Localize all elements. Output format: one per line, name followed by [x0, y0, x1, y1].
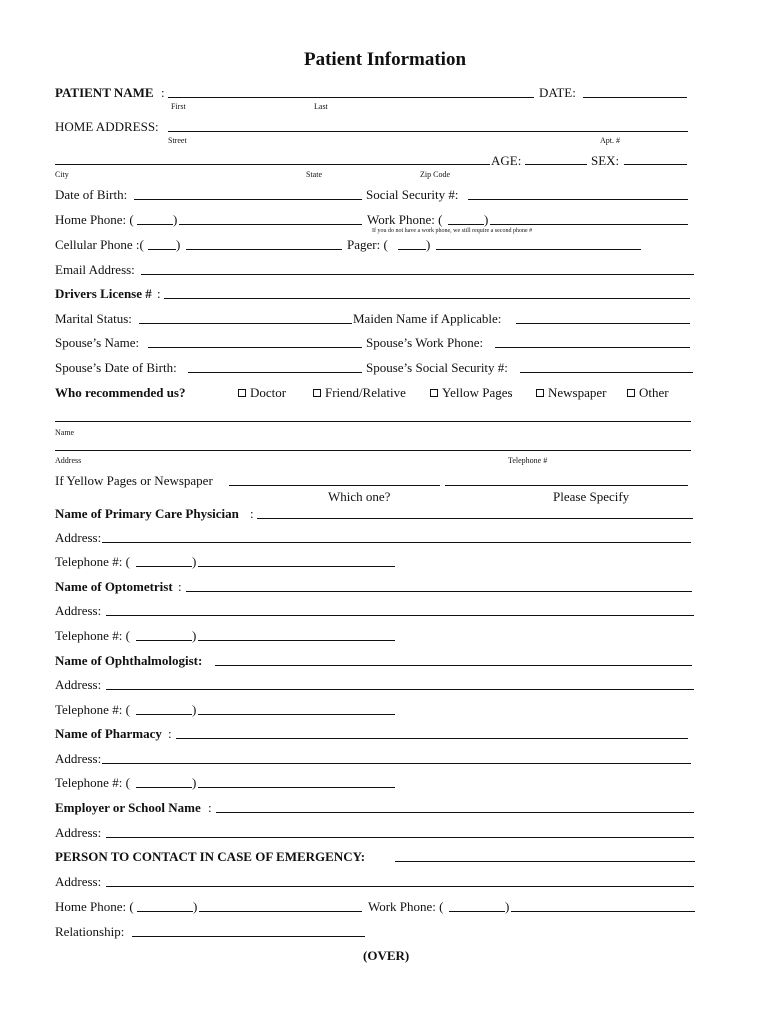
ssn-label: Social Security #:	[366, 187, 459, 202]
option-newspaper-label: Newspaper	[548, 385, 607, 400]
optometrist-paren: )	[192, 628, 197, 643]
pager-paren: )	[426, 237, 431, 252]
date-label: DATE:	[539, 85, 576, 100]
home-phone-paren: )	[173, 212, 178, 227]
dob-label: Date of Birth:	[55, 187, 128, 202]
street-caption: Street	[168, 136, 187, 145]
work-phone-label: Work Phone: (	[367, 212, 443, 227]
optometrist-label: Name of Optometrist	[55, 579, 173, 594]
which-one-field[interactable]	[229, 485, 440, 486]
pharmacy-address-label: Address:	[55, 751, 102, 766]
pcp-paren: )	[192, 554, 197, 569]
spouse-name-label: Spouse’s Name:	[55, 335, 140, 350]
recommender-address-field[interactable]	[55, 450, 691, 451]
first-name-caption: First	[171, 102, 186, 111]
city-state-zip-field[interactable]	[55, 164, 490, 165]
license-field[interactable]	[164, 298, 690, 299]
pager-area-field[interactable]	[398, 249, 426, 250]
home-phone-area-field[interactable]	[137, 224, 173, 225]
state-caption: State	[306, 170, 322, 179]
age-field[interactable]	[525, 164, 587, 165]
emergency-home-phone-label: Home Phone: (	[55, 899, 134, 914]
marital-label: Marital Status:	[55, 311, 132, 326]
pharmacy-address-field[interactable]	[102, 763, 691, 764]
maiden-field[interactable]	[516, 323, 690, 324]
pcp-label: Name of Primary Care Physician	[55, 506, 239, 521]
yellow-pages-label: If Yellow Pages or Newspaper	[55, 473, 213, 488]
option-yellow-pages[interactable]	[430, 385, 513, 400]
spouse-work-label: Spouse’s Work Phone:	[366, 335, 484, 350]
spouse-dob-field[interactable]	[188, 372, 362, 373]
work-phone-paren: )	[484, 212, 489, 227]
last-name-caption: Last	[314, 102, 328, 111]
over-footer: (OVER)	[363, 948, 410, 963]
doctor-checkbox[interactable]	[238, 389, 246, 397]
patient-name-field[interactable]	[168, 97, 534, 98]
emergency-label: PERSON TO CONTACT IN CASE OF EMERGENCY:	[55, 849, 366, 864]
ssn-field[interactable]	[468, 199, 688, 200]
emergency-work-phone-label: Work Phone: (	[368, 899, 444, 914]
ophthalmologist-paren: )	[192, 702, 197, 717]
work-phone-field[interactable]	[490, 224, 688, 225]
pager-label: Pager: (	[347, 237, 388, 252]
option-doctor-label: Doctor	[250, 385, 287, 400]
recommender-address-caption: Address	[55, 456, 82, 465]
option-doctor[interactable]	[238, 385, 286, 400]
email-field[interactable]	[141, 274, 694, 275]
option-newspaper[interactable]	[536, 385, 606, 400]
cell-phone-field[interactable]	[186, 249, 342, 250]
newspaper-checkbox[interactable]	[536, 389, 544, 397]
work-phone-area-field[interactable]	[448, 224, 484, 225]
employer-field[interactable]	[216, 812, 694, 813]
pcp-telephone-field[interactable]	[198, 566, 395, 567]
option-other-label: Other	[639, 385, 669, 400]
spouse-work-field[interactable]	[495, 347, 690, 348]
page-title: Patient Information	[304, 49, 467, 70]
employer-address-label: Address:	[55, 825, 102, 840]
emergency-contact-field[interactable]	[395, 861, 695, 862]
which-one-caption: Which one?	[328, 489, 391, 504]
date-field[interactable]	[583, 97, 687, 98]
emergency-home-phone-field[interactable]	[199, 911, 362, 912]
pcp-address-field[interactable]	[102, 542, 691, 543]
pharmacy-label: Name of Pharmacy	[55, 726, 162, 741]
option-other[interactable]	[627, 385, 669, 400]
option-friend-relative-label: Friend/Relative	[325, 385, 406, 400]
ophthalmologist-address-label: Address:	[55, 677, 102, 692]
emergency-address-field[interactable]	[106, 886, 694, 887]
recommended-label: Who recommended us?	[55, 385, 186, 400]
home-address-label: HOME ADDRESS:	[55, 119, 159, 134]
license-label: Drivers License #	[55, 286, 152, 301]
cell-phone-label: Cellular Phone :(	[55, 237, 144, 252]
email-label: Email Address:	[55, 262, 135, 277]
pcp-field[interactable]	[257, 518, 693, 519]
pharmacy-colon: :	[168, 726, 172, 741]
city-caption: City	[55, 170, 69, 179]
dob-field[interactable]	[134, 199, 362, 200]
spouse-name-field[interactable]	[148, 347, 362, 348]
option-yellow-pages-label: Yellow Pages	[442, 385, 513, 400]
apt-caption: Apt. #	[600, 136, 620, 145]
emergency-home-paren: )	[193, 899, 198, 914]
recommender-telephone-caption: Telephone #	[508, 456, 548, 465]
patient-name-colon: :	[161, 85, 165, 100]
option-friend-relative[interactable]	[313, 385, 406, 400]
relationship-label: Relationship:	[55, 924, 125, 939]
sex-label: SEX:	[591, 153, 620, 168]
maiden-label: Maiden Name if Applicable:	[353, 311, 502, 326]
optometrist-telephone-label: Telephone #: (	[55, 628, 130, 643]
please-specify-field[interactable]	[445, 485, 688, 486]
other-checkbox[interactable]	[627, 389, 635, 397]
optometrist-address-field[interactable]	[106, 615, 694, 616]
pcp-telephone-label: Telephone #: (	[55, 554, 130, 569]
employer-address-field[interactable]	[106, 837, 694, 838]
license-colon: :	[157, 286, 161, 301]
optometrist-colon: :	[178, 579, 182, 594]
spouse-dob-label: Spouse’s Date of Birth:	[55, 360, 177, 375]
optometrist-area-field[interactable]	[136, 640, 192, 641]
ophthalmologist-area-field[interactable]	[136, 714, 192, 715]
pharmacy-field[interactable]	[176, 738, 688, 739]
pager-field[interactable]	[436, 249, 641, 250]
sex-field[interactable]	[624, 164, 687, 165]
cell-paren: )	[176, 237, 181, 252]
pharmacy-area-field[interactable]	[136, 787, 192, 788]
optometrist-field[interactable]	[186, 591, 692, 592]
ophthalmologist-field[interactable]	[215, 665, 692, 666]
ophthalmologist-telephone-field[interactable]	[198, 714, 395, 715]
zip-caption: Zip Code	[420, 170, 450, 179]
home-phone-field[interactable]	[179, 224, 362, 225]
pcp-area-field[interactable]	[136, 566, 192, 567]
marital-field[interactable]	[139, 323, 352, 324]
recommender-name-field[interactable]	[55, 421, 691, 422]
optometrist-telephone-field[interactable]	[198, 640, 395, 641]
yellow-pages-checkbox[interactable]	[430, 389, 438, 397]
spouse-ssn-field[interactable]	[520, 372, 693, 373]
ophthalmologist-address-field[interactable]	[106, 689, 694, 690]
employer-colon: :	[208, 800, 212, 815]
emergency-work-area-field[interactable]	[449, 911, 505, 912]
friend-relative-checkbox[interactable]	[313, 389, 321, 397]
cell-area-field[interactable]	[148, 249, 176, 250]
emergency-work-paren: )	[505, 899, 510, 914]
recommender-name-caption: Name	[55, 428, 75, 437]
street-field[interactable]	[168, 131, 688, 132]
pharmacy-telephone-field[interactable]	[198, 787, 395, 788]
pcp-colon: :	[250, 506, 254, 521]
ophthalmologist-label: Name of Ophthalmologist:	[55, 653, 203, 668]
optometrist-address-label: Address:	[55, 603, 102, 618]
emergency-home-area-field[interactable]	[137, 911, 193, 912]
emergency-address-label: Address:	[55, 874, 102, 889]
pcp-address-label: Address:	[55, 530, 102, 545]
pharmacy-telephone-label: Telephone #: (	[55, 775, 130, 790]
ophthalmologist-telephone-label: Telephone #: (	[55, 702, 130, 717]
age-label: AGE:	[491, 153, 522, 168]
patient-name-label: PATIENT NAME	[55, 85, 154, 100]
home-phone-label: Home Phone: (	[55, 212, 134, 227]
pharmacy-paren: )	[192, 775, 197, 790]
relationship-field[interactable]	[132, 936, 365, 937]
spouse-ssn-label: Spouse’s Social Security #:	[366, 360, 508, 375]
emergency-work-phone-field[interactable]	[511, 911, 695, 912]
work-phone-note: If you do not have a work phone, we still require a second phone #	[372, 228, 533, 234]
employer-label: Employer or School Name	[55, 800, 201, 815]
please-specify-caption: Please Specify	[553, 489, 630, 504]
